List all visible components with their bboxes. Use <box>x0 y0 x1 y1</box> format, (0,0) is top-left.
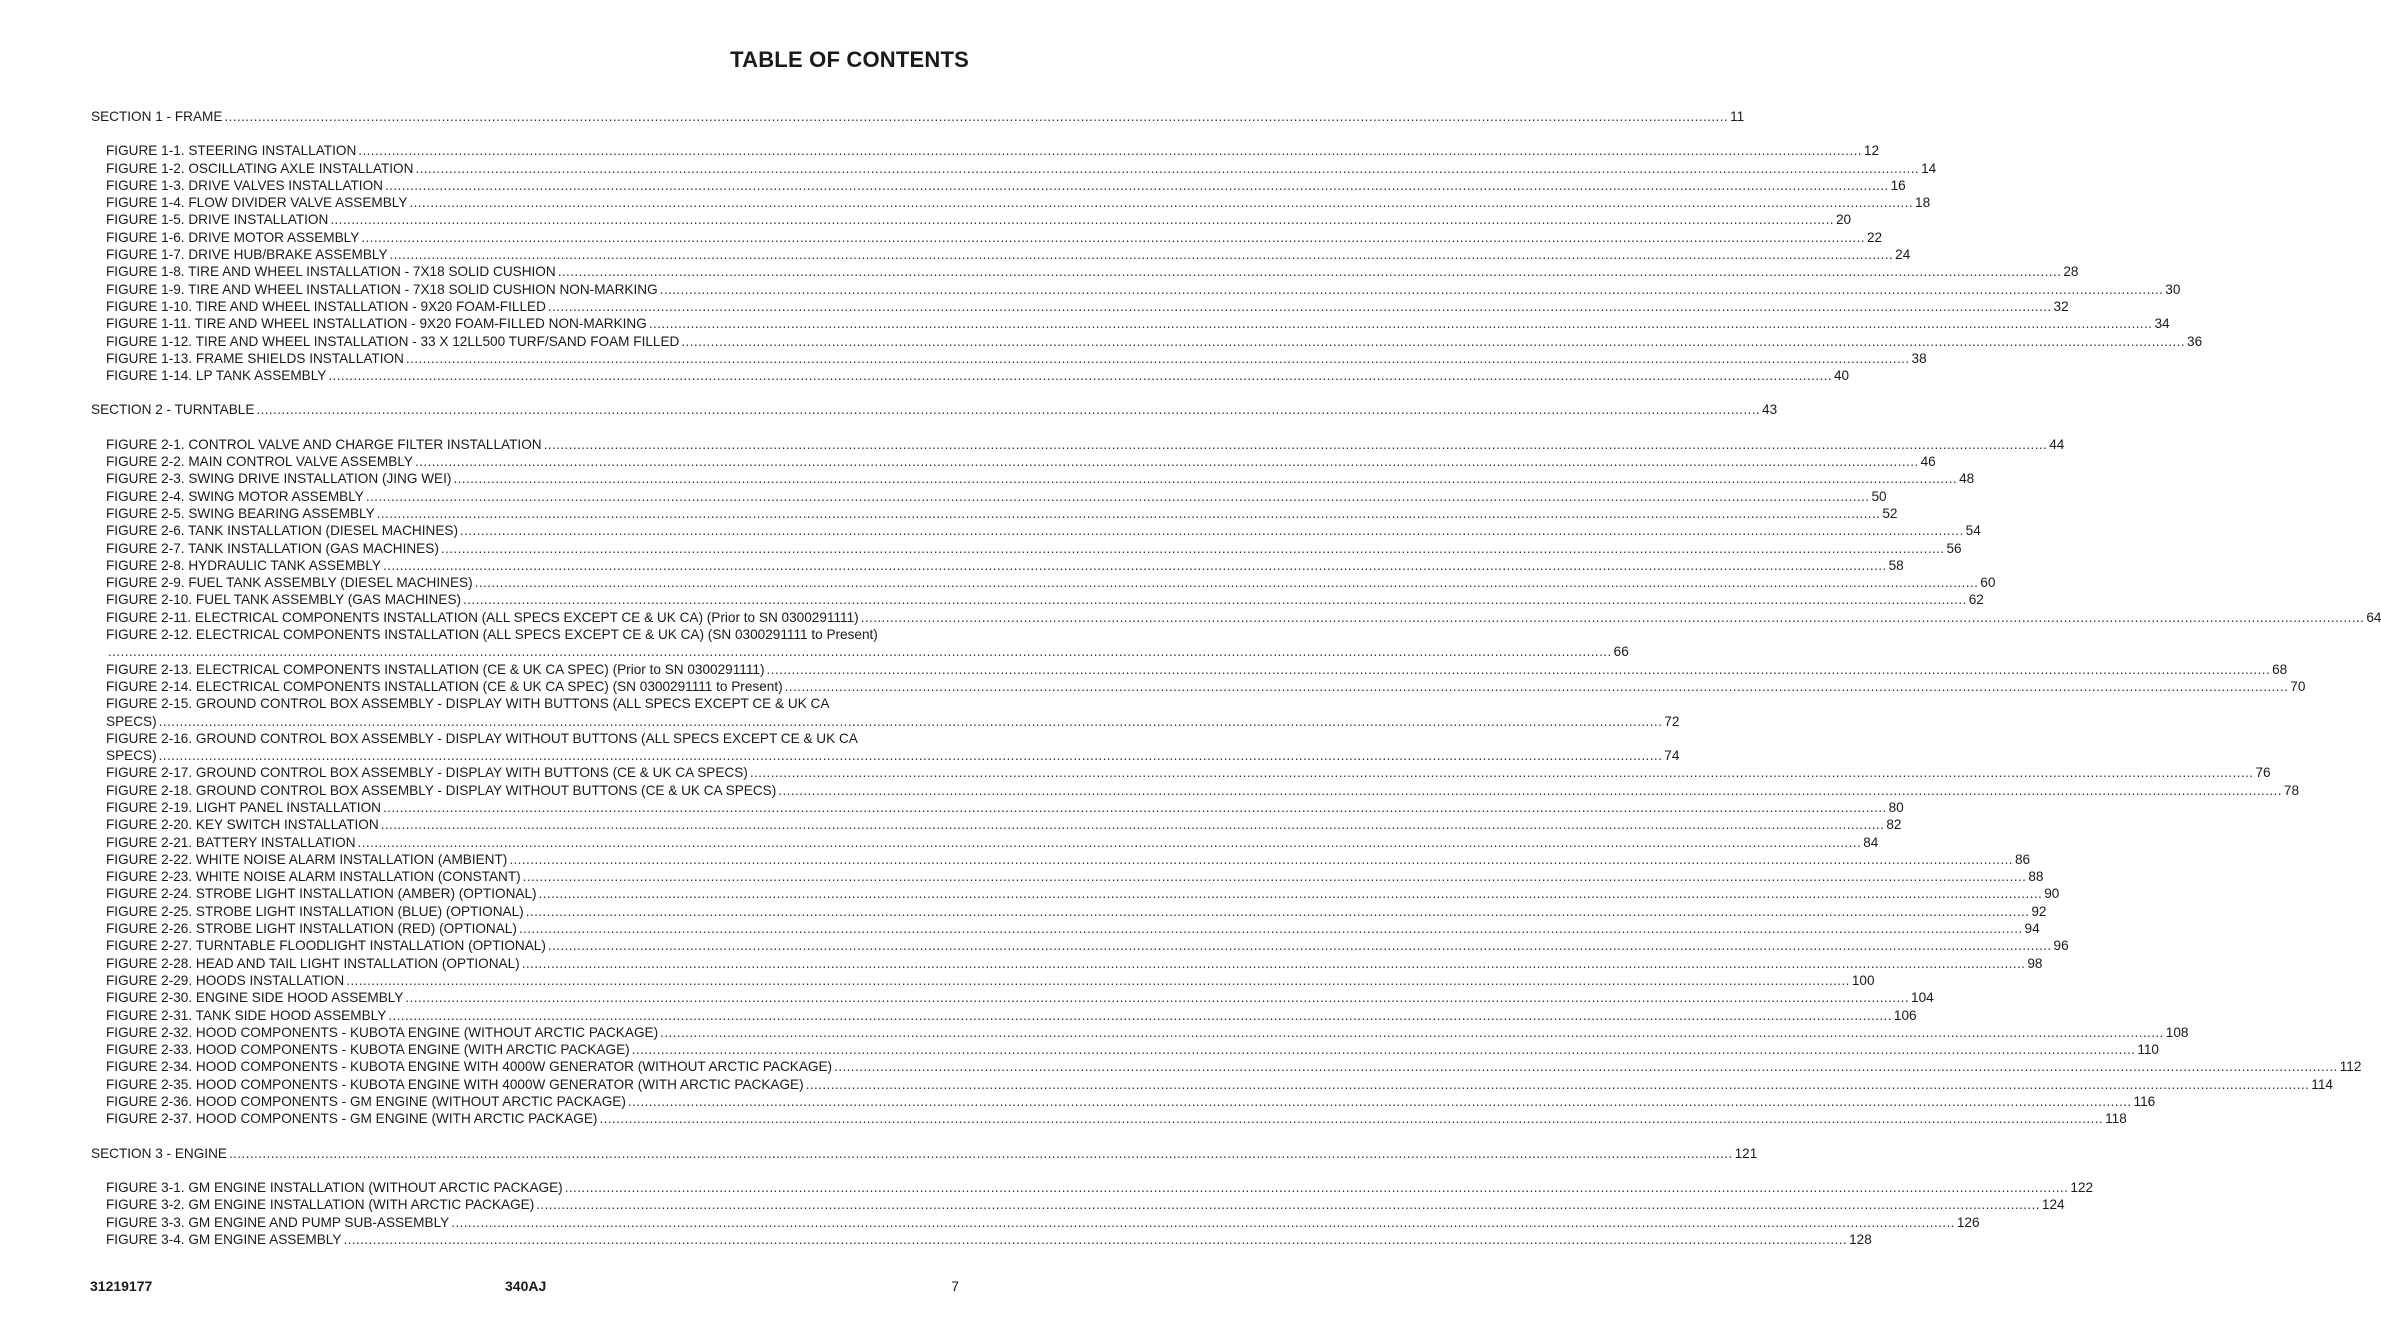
toc-section-label: SECTION 1 - FRAME <box>91 109 223 124</box>
toc-figure-entry-page: 74 <box>1664 748 1680 764</box>
toc-figure-entry[interactable] <box>91 920 2040 937</box>
toc-figure-entry-label: FIGURE 3-1. GM ENGINE INSTALLATION (WITHOUT ARCTIC PACKAGE) <box>106 1179 563 1195</box>
toc-figure-entry-label: FIGURE 2-20. KEY SWITCH INSTALLATION <box>106 817 379 833</box>
toc-figure-entry-page: 44 <box>2049 436 2065 452</box>
toc-figure-entry-page: 80 <box>1888 799 1904 815</box>
dot-leader <box>343 1231 1847 1248</box>
toc-figure-entry-page: 100 <box>1851 972 1875 988</box>
toc-figure-entry-page: 46 <box>1920 454 1936 470</box>
toc-figure-entry[interactable] <box>91 263 2079 280</box>
toc-figure-entry-page: 36 <box>2187 333 2203 349</box>
toc-figure-entry-page: 12 <box>1863 143 1880 159</box>
dot-leader <box>522 955 2026 972</box>
dot-leader <box>328 367 1832 384</box>
dot-leader <box>330 211 1834 228</box>
toc-figure-entry-label: FIGURE 2-4. SWING MOTOR ASSEMBLY <box>106 488 364 504</box>
toc-figure-entry-label: FIGURE 1-10. TIRE AND WHEEL INSTALLATION - 9X20 FOAM-FILLED <box>106 298 546 314</box>
toc-figure-entry-label: FIGURE 2-35. HOOD COMPONENTS - KUBOTA ENGINE WITH 4000W GENERATOR (WITH ARCTIC PACKAGE) <box>106 1076 804 1092</box>
dot-leader <box>358 834 1862 851</box>
toc-figure-entry-page: 30 <box>2165 281 2181 297</box>
toc-figure-entry-label: FIGURE 2-18. GROUND CONTROL BOX ASSEMBLY - DISPLAY WITHOUT BUTTONS (CE & UK CA SPECS) <box>106 782 777 798</box>
toc-figure-entry-page: 60 <box>1980 575 1996 591</box>
dot-leader <box>632 1041 2136 1058</box>
toc-figure-entry-label: FIGURE 3-3. GM ENGINE AND PUMP SUB-ASSEMBLY <box>106 1214 450 1230</box>
dot-leader <box>785 678 2289 695</box>
dot-leader <box>415 453 1919 470</box>
toc-figure-entry[interactable] <box>91 194 1931 211</box>
toc-figure-entry[interactable] <box>91 470 1975 487</box>
toc-figure-entry-label: FIGURE 2-1. CONTROL VALVE AND CHARGE FILTER INSTALLATION <box>106 436 542 452</box>
toc-figure-entry-page: 32 <box>2053 298 2069 314</box>
toc-figure-entry[interactable] <box>91 643 1629 660</box>
dot-leader <box>766 661 2270 678</box>
toc-figure-entry[interactable] <box>91 281 2181 298</box>
toc-figure-entry[interactable] <box>91 246 1911 263</box>
toc-figure-entry[interactable] <box>91 1024 2189 1041</box>
dot-leader <box>750 764 2254 781</box>
toc-figure-entry-page: 22 <box>1866 229 1883 245</box>
toc-figure-entry-label: FIGURE 2-28. HEAD AND TAIL LIGHT INSTALLATION (OPTIONAL) <box>106 955 520 971</box>
dot-leader <box>460 522 1964 539</box>
toc-section-label: SECTION 2 - TURNTABLE <box>91 402 255 418</box>
toc-figure-entry-label: FIGURE 2-5. SWING BEARING ASSEMBLY <box>106 505 375 521</box>
toc-figure-entry[interactable] <box>91 1214 1980 1231</box>
toc-figure-entry-label: FIGURE 2-13. ELECTRICAL COMPONENTS INSTALLATION (CE & UK CA SPEC) (Prior to SN 0300291111) <box>106 661 765 677</box>
toc-figure-entry-page: 38 <box>1911 350 1927 366</box>
footer-page-number: 7 <box>951 1278 959 1294</box>
toc-figure-entry[interactable] <box>91 816 1902 833</box>
dot-leader <box>681 333 2185 350</box>
dot-leader <box>519 920 2023 937</box>
dot-leader <box>599 1110 2103 1127</box>
toc-figure-entry-page: 82 <box>1886 817 1902 833</box>
toc-figure-entry-label: FIGURE 3-2. GM ENGINE INSTALLATION (WITH ARCTIC PACKAGE) <box>106 1197 535 1213</box>
toc-figure-entry-label: FIGURE 1-12. TIRE AND WHEEL INSTALLATION - 33 X 12LL500 TURF/SAND FOAM FILLED <box>106 333 680 349</box>
toc-section[interactable] <box>91 1145 1758 1162</box>
toc-figure-entry[interactable] <box>91 747 1680 764</box>
toc-figure-entry[interactable] <box>91 211 1852 228</box>
toc-figure-entry-page: 66 <box>1613 644 1629 660</box>
dot-leader <box>229 1145 1733 1162</box>
toc-figure-entry-label: FIGURE 2-21. BATTERY INSTALLATION <box>106 834 356 850</box>
dot-leader <box>409 194 1913 211</box>
toc-figure-entry-label: FIGURE 2-9. FUEL TANK ASSEMBLY (DIESEL MACHINES) <box>106 575 473 591</box>
dot-leader <box>806 1076 2310 1093</box>
toc-figure-entry-page: 78 <box>2283 782 2300 798</box>
toc-figure-entry[interactable] <box>91 367 1850 384</box>
toc-figure-entry-label: FIGURE 2-6. TANK INSTALLATION (DIESEL MACHINES) <box>106 523 458 539</box>
toc-figure-entry-label: FIGURE 1-6. DRIVE MOTOR ASSEMBLY <box>106 229 360 245</box>
dot-leader <box>453 470 1957 487</box>
dot-leader <box>526 903 2030 920</box>
toc-figure-entry[interactable] <box>91 1058 2362 1075</box>
toc-figure-entry[interactable] <box>91 488 1887 505</box>
toc-figure-entry-page: 18 <box>1915 195 1931 211</box>
footer-doc-number: 31219177 <box>90 1278 153 1294</box>
toc-figure-entry-label: FIGURE 1-13. FRAME SHIELDS INSTALLATION <box>106 350 404 366</box>
toc-figure-entry[interactable] <box>91 315 2170 332</box>
toc-figure-entry-label: FIGURE 3-4. GM ENGINE ASSEMBLY <box>106 1231 342 1247</box>
dot-leader <box>548 937 2052 954</box>
toc-figure-entry-page: 68 <box>2272 661 2288 677</box>
table-of-contents <box>91 108 2381 1248</box>
dot-leader <box>451 1214 1955 1231</box>
toc-figure-entry-label: FIGURE 1-11. TIRE AND WHEEL INSTALLATION - 9X20 FOAM-FILLED NON-MARKING <box>106 316 647 332</box>
toc-figure-entry[interactable] <box>91 1076 2333 1093</box>
toc-figure-entry[interactable] <box>91 505 1898 522</box>
toc-figure-entry-label: FIGURE 2-34. HOOD COMPONENTS - KUBOTA ENGINE WITH 4000W GENERATOR (WITHOUT ARCTIC PACKAGE) <box>106 1059 833 1075</box>
toc-figure-entry-label: FIGURE 2-19. LIGHT PANEL INSTALLATION <box>106 799 381 815</box>
toc-figure-entry-page: 72 <box>1664 713 1680 729</box>
toc-figure-entry-page: 116 <box>2133 1094 2156 1110</box>
toc-figure-entry-page: 14 <box>1921 160 1937 176</box>
toc-figure-entry-page: 128 <box>1849 1231 1872 1247</box>
dot-leader <box>383 799 1887 816</box>
toc-figure-entry-label: FIGURE 1-3. DRIVE VALVES INSTALLATION <box>106 177 383 193</box>
toc-figure-entry[interactable] <box>91 1041 2159 1058</box>
dot-leader <box>536 1196 2040 1213</box>
toc-figure-entry-label: FIGURE 1-9. TIRE AND WHEEL INSTALLATION - 7X18 SOLID CUSHION NON-MARKING <box>106 281 658 297</box>
toc-figure-entry[interactable] <box>91 142 1880 159</box>
toc-figure-entry-label: FIGURE 1-8. TIRE AND WHEEL INSTALLATION - 7X18 SOLID CUSHION <box>106 264 556 280</box>
toc-figure-entry-label: FIGURE 2-11. ELECTRICAL COMPONENTS INSTALLATION (ALL SPECS EXCEPT CE & UK CA) (Prior to SN 0300291111) <box>106 609 859 625</box>
toc-figure-entry-page: 24 <box>1895 247 1911 263</box>
dot-leader <box>649 315 2153 332</box>
toc-figure-entry-page: 118 <box>2105 1111 2127 1127</box>
toc-figure-entry-label: FIGURE 1-5. DRIVE INSTALLATION <box>106 212 329 228</box>
page-title: TABLE OF CONTENTS <box>730 47 969 72</box>
toc-figure-entry[interactable] <box>91 972 1875 989</box>
dot-leader <box>224 108 1728 125</box>
toc-figure-entry-page: 90 <box>2044 886 2060 902</box>
toc-section-page: 11 <box>1730 109 1745 124</box>
toc-figure-entry[interactable] <box>91 1179 2094 1196</box>
toc-figure-entry[interactable] <box>91 177 1906 194</box>
toc-figure-entry-page: 98 <box>2027 955 2043 971</box>
spacer <box>91 384 970 401</box>
toc-figure-entry[interactable] <box>91 782 2300 799</box>
toc-figure-entry-label[interactable]: FIGURE 2-12. ELECTRICAL COMPONENTS INSTALLATION (ALL SPECS EXCEPT CE & UK CA) (SN 0300291111 to Present) <box>106 627 878 643</box>
toc-figure-entry-page: 34 <box>2154 316 2170 332</box>
dot-leader <box>660 1024 2164 1041</box>
dot-leader <box>834 1058 2338 1075</box>
toc-figure-entry-page: 114 <box>2311 1076 2333 1092</box>
spacer <box>91 1162 970 1179</box>
toc-figure-entry[interactable] <box>91 298 2069 315</box>
toc-section[interactable] <box>91 401 1778 418</box>
toc-figure-entry-page: 28 <box>2063 264 2079 280</box>
toc-figure-entry[interactable] <box>91 955 2043 972</box>
dot-leader <box>383 557 1887 574</box>
toc-figure-entry-page: 88 <box>2028 869 2044 885</box>
toc-figure-entry-label: FIGURE 2-23. WHITE NOISE ALARM INSTALLATION (CONSTANT) <box>106 869 521 885</box>
toc-figure-entry[interactable] <box>91 1196 2065 1213</box>
toc-figure-entry-label: FIGURE 2-17. GROUND CONTROL BOX ASSEMBLY - DISPLAY WITH BUTTONS (CE & UK CA SPECS) <box>106 765 748 781</box>
toc-figure-entry-label[interactable]: FIGURE 2-16. GROUND CONTROL BOX ASSEMBLY - DISPLAY WITHOUT BUTTONS (ALL SPECS EXCEPT CE & UK CA <box>106 730 858 746</box>
toc-figure-entry-page: 52 <box>1882 505 1898 521</box>
toc-figure-entry-label: FIGURE 2-26. STROBE LIGHT INSTALLATION (RED) (OPTIONAL) <box>106 921 517 937</box>
dot-leader <box>548 298 2052 315</box>
toc-figure-entry-label: FIGURE 2-31. TANK SIDE HOOD ASSEMBLY <box>106 1007 387 1023</box>
toc-figure-entry[interactable] <box>91 1231 1872 1248</box>
toc-figure-entry-label: FIGURE 2-8. HYDRAULIC TANK ASSEMBLY <box>106 557 381 573</box>
dot-leader <box>159 747 1663 764</box>
toc-figure-entry-label: FIGURE 2-30. ENGINE SIDE HOOD ASSEMBLY <box>106 990 404 1006</box>
toc-figure-entry[interactable] <box>91 540 1962 557</box>
toc-figure-entry-label: FIGURE 2-24. STROBE LIGHT INSTALLATION (AMBER) (OPTIONAL) <box>106 886 537 902</box>
toc-figure-entry[interactable] <box>91 903 2047 920</box>
dot-leader <box>377 505 1881 522</box>
toc-figure-entry[interactable] <box>91 453 1936 470</box>
toc-figure-entry[interactable] <box>91 574 1996 591</box>
toc-figure-entry-page: 92 <box>2031 903 2047 919</box>
toc-figure-entry-label: FIGURE 2-2. MAIN CONTROL VALVE ASSEMBLY <box>106 454 413 470</box>
toc-figure-entry-label: FIGURE 2-3. SWING DRIVE INSTALLATION (JING WEI) <box>106 471 452 487</box>
toc-figure-entry-label: SPECS) <box>106 713 157 729</box>
toc-section-page: 43 <box>1762 402 1778 418</box>
toc-figure-entry[interactable] <box>91 522 1981 539</box>
toc-figure-entry[interactable] <box>91 937 2069 954</box>
toc-figure-entry[interactable] <box>91 764 2271 781</box>
toc-figure-entry-label: FIGURE 1-4. FLOW DIVIDER VALVE ASSEMBLY <box>106 195 408 211</box>
toc-figure-entry-page: 76 <box>2255 765 2271 781</box>
dot-leader <box>381 816 1885 833</box>
toc-figure-entry-label: FIGURE 1-1. STEERING INSTALLATION <box>106 143 357 159</box>
toc-figure-entry-page: 86 <box>2014 851 2031 867</box>
toc-figure-entry-label: FIGURE 2-29. HOODS INSTALLATION <box>106 972 345 988</box>
dot-leader <box>366 488 1870 505</box>
dot-leader <box>861 609 2365 626</box>
toc-figure-entry-label: FIGURE 1-2. OSCILLATING AXLE INSTALLATION <box>106 160 414 176</box>
dot-leader <box>565 1179 2069 1196</box>
dot-leader <box>523 868 2027 885</box>
dot-leader <box>628 1093 2132 1110</box>
toc-figure-entry-label: FIGURE 2-7. TANK INSTALLATION (GAS MACHINES) <box>106 540 439 556</box>
toc-figure-entry-page: 104 <box>1911 990 1934 1006</box>
dot-leader <box>509 851 2013 868</box>
toc-figure-entry-page: 20 <box>1835 212 1852 228</box>
dot-leader <box>388 1007 1892 1024</box>
toc-figure-entry[interactable] <box>91 229 1883 246</box>
dot-leader <box>544 436 2048 453</box>
toc-figure-entry[interactable] <box>91 1007 1917 1024</box>
dot-leader <box>415 160 1919 177</box>
dot-leader <box>406 350 1910 367</box>
toc-figure-entry-label: FIGURE 2-27. TURNTABLE FLOODLIGHT INSTALLATION (OPTIONAL) <box>106 938 546 954</box>
toc-figure-entry-page: 16 <box>1890 177 1906 193</box>
toc-figure-entry-page: 40 <box>1834 368 1850 384</box>
dot-leader <box>660 281 2164 298</box>
toc-section[interactable] <box>91 108 1745 125</box>
toc-figure-entry-page: 124 <box>2041 1197 2065 1213</box>
toc-figure-entry-label: FIGURE 2-36. HOOD COMPONENTS - GM ENGINE (WITHOUT ARCTIC PACKAGE) <box>106 1094 626 1110</box>
toc-figure-entry[interactable] <box>91 989 1934 1006</box>
toc-figure-entry[interactable] <box>91 851 2031 868</box>
dot-leader <box>361 229 1865 246</box>
toc-section-label: SECTION 3 - ENGINE <box>91 1145 227 1161</box>
dot-leader <box>463 591 1967 608</box>
toc-figure-entry-page: 64 <box>2366 609 2381 625</box>
dot-leader <box>390 246 1894 263</box>
footer-model: 340AJ <box>505 1278 547 1294</box>
toc-section-page: 121 <box>1734 1145 1758 1161</box>
toc-figure-entry-page: 112 <box>2339 1059 2362 1075</box>
dot-leader <box>385 177 1889 194</box>
dot-leader <box>358 142 1862 159</box>
dot-leader <box>539 885 2043 902</box>
toc-figure-entry-label: FIGURE 2-25. STROBE LIGHT INSTALLATION (BLUE) (OPTIONAL) <box>106 903 524 919</box>
toc-figure-entry[interactable] <box>91 834 1879 851</box>
toc-figure-entry-label: FIGURE 2-14. ELECTRICAL COMPONENTS INSTALLATION (CE & UK CA SPEC) (SN 0300291111 to Present) <box>106 678 783 694</box>
dot-leader <box>475 574 1979 591</box>
toc-figure-entry[interactable] <box>91 609 2381 626</box>
toc-figure-entry-page: 62 <box>1968 592 1984 608</box>
toc-figure-entry[interactable] <box>91 160 1937 177</box>
toc-figure-entry-page: 122 <box>2070 1179 2094 1195</box>
toc-figure-entry[interactable] <box>91 661 2288 678</box>
toc-figure-entry-page: 84 <box>1863 834 1879 850</box>
dot-leader <box>778 782 2282 799</box>
spacer <box>91 125 970 142</box>
toc-figure-entry[interactable] <box>91 333 2203 350</box>
toc-figure-entry-page: 50 <box>1871 488 1887 504</box>
toc-figure-entry-label: FIGURE 2-33. HOOD COMPONENTS - KUBOTA ENGINE (WITH ARCTIC PACKAGE) <box>106 1042 630 1058</box>
toc-figure-entry-page: 126 <box>1956 1214 1980 1230</box>
dot-leader <box>441 540 1945 557</box>
toc-figure-entry-label: FIGURE 2-22. WHITE NOISE ALARM INSTALLATION (AMBIENT) <box>106 851 508 867</box>
dot-leader <box>108 643 1612 660</box>
toc-figure-entry-page: 106 <box>1893 1007 1917 1023</box>
toc-figure-entry-label: FIGURE 2-10. FUEL TANK ASSEMBLY (GAS MACHINES) <box>106 592 462 608</box>
toc-figure-entry-label: FIGURE 2-37. HOOD COMPONENTS - GM ENGINE (WITH ARCTIC PACKAGE) <box>106 1111 598 1127</box>
dot-leader <box>558 263 2062 280</box>
toc-figure-entry[interactable] <box>91 713 1680 730</box>
toc-figure-entry-page: 54 <box>1965 523 1981 539</box>
spacer <box>91 419 970 436</box>
dot-leader <box>256 401 1760 418</box>
toc-figure-entry-page: 58 <box>1888 557 1904 573</box>
dot-leader <box>159 713 1663 730</box>
toc-figure-entry-page: 70 <box>2290 678 2306 694</box>
spacer <box>91 1128 970 1145</box>
toc-figure-entry-page: 94 <box>2024 921 2040 937</box>
toc-figure-entry-label: SPECS) <box>106 748 157 764</box>
dot-leader <box>346 972 1850 989</box>
toc-figure-entry[interactable] <box>91 678 2306 695</box>
toc-figure-entry[interactable] <box>91 868 2044 885</box>
toc-figure-entry-page: 48 <box>1959 471 1975 487</box>
toc-figure-entry[interactable] <box>91 1110 2127 1127</box>
toc-figure-entry-label: FIGURE 2-32. HOOD COMPONENTS - KUBOTA ENGINE (WITHOUT ARCTIC PACKAGE) <box>106 1024 659 1040</box>
toc-figure-entry-page: 96 <box>2053 938 2069 954</box>
toc-figure-entry-label: FIGURE 1-7. DRIVE HUB/BRAKE ASSEMBLY <box>106 247 388 263</box>
toc-figure-entry-page: 108 <box>2165 1024 2189 1040</box>
toc-figure-entry-page: 56 <box>1946 540 1962 556</box>
toc-figure-entry[interactable] <box>91 350 1927 367</box>
toc-figure-entry[interactable] <box>91 1093 2156 1110</box>
toc-figure-entry-label[interactable]: FIGURE 2-15. GROUND CONTROL BOX ASSEMBLY - DISPLAY WITH BUTTONS (ALL SPECS EXCEPT CE & UK CA <box>106 696 830 712</box>
toc-figure-entry-label: FIGURE 1-14. LP TANK ASSEMBLY <box>106 368 327 384</box>
toc-figure-entry[interactable] <box>91 799 1904 816</box>
toc-figure-entry[interactable] <box>91 557 1904 574</box>
toc-figure-entry[interactable] <box>91 885 2060 902</box>
dot-leader <box>405 989 1909 1006</box>
toc-figure-entry-page: 110 <box>2137 1042 2159 1058</box>
toc-figure-entry[interactable] <box>91 436 2065 453</box>
toc-figure-entry[interactable] <box>91 591 1984 608</box>
